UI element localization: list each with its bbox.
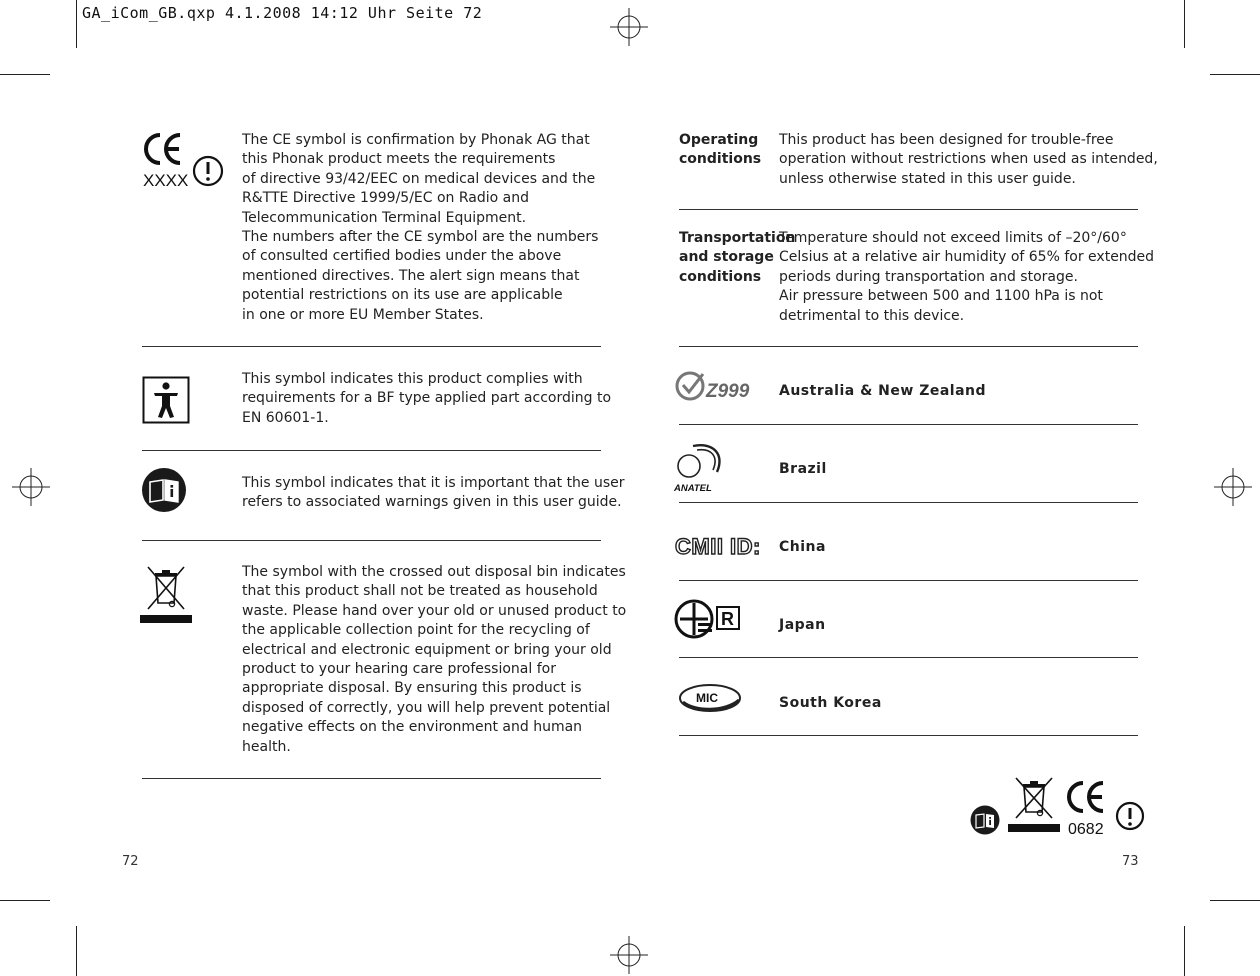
bf-description	[242, 370, 611, 428]
text-line: of consulted certified bodies under the above	[242, 248, 562, 265]
anatel-logo-text: ANATEL	[674, 483, 712, 494]
region-china: China	[779, 539, 826, 555]
crop-mark	[1210, 74, 1260, 75]
text-line: product to your hearing care professional for	[242, 661, 556, 678]
divider	[142, 450, 601, 451]
crop-mark	[76, 926, 77, 976]
divider	[679, 657, 1138, 658]
operating-label	[679, 131, 761, 170]
text-line: negative effects on the environment and human	[242, 719, 583, 736]
text-line: Telecommunication Terminal Equipment.	[242, 209, 527, 226]
region-south-korea: South Korea	[779, 695, 882, 711]
ce-number-bottom: 0682	[1068, 821, 1104, 838]
text-line: The symbol with the crossed out disposal bin indicates	[242, 564, 626, 580]
text-line: electrical and electronic equipment or bring your old	[242, 641, 612, 658]
page-number-left: 72	[122, 854, 139, 869]
crossed-bin-icon	[140, 563, 192, 625]
text-line: requirements for a BF type applied part according to	[242, 390, 612, 407]
transport-label	[679, 229, 795, 287]
text-line: health.	[242, 738, 291, 755]
registration-mark	[1214, 468, 1252, 506]
crossed-bin-small-icon	[1008, 774, 1060, 834]
text-line: EN 60601-1.	[242, 409, 329, 426]
text-line: appropriate disposal. By ensuring this product is	[242, 680, 582, 697]
crop-mark	[1184, 926, 1185, 976]
ce-description	[242, 131, 598, 325]
c-tick-logo-text: Z999	[706, 381, 750, 402]
text-line: the applicable collection point for the recycling of	[242, 622, 590, 639]
text-line: that this product shall not be treated as household	[242, 583, 598, 600]
crop-mark	[0, 900, 50, 901]
divider	[679, 580, 1138, 581]
divider	[679, 424, 1138, 425]
mic-logo-text: MIC	[696, 691, 718, 705]
bf-type-icon	[142, 376, 190, 424]
text-line: Air pressure between 500 and 1100 hPa is not	[779, 288, 1103, 305]
ce-mark-small-icon	[1064, 778, 1150, 838]
mic-logo	[677, 680, 745, 716]
divider	[142, 778, 601, 779]
text-line: periods during transportation and storage.	[779, 268, 1078, 285]
divider	[142, 346, 601, 347]
text-line: waste. Please hand over your old or unused product to	[242, 602, 627, 619]
divider	[679, 209, 1138, 210]
info-book-small-icon	[970, 805, 1000, 835]
text-line: detrimental to this device.	[779, 307, 965, 324]
info-description	[242, 474, 625, 513]
text-line: The CE symbol is confirmation by Phonak AG that	[242, 132, 590, 148]
label-line: conditions	[679, 268, 762, 285]
crop-mark	[1210, 900, 1260, 901]
text-line: unless otherwise stated in this user guide.	[779, 170, 1076, 187]
crop-mark	[1184, 0, 1185, 48]
divider	[679, 346, 1138, 347]
text-line: This symbol indicates that it is important that the user	[242, 475, 625, 491]
divider	[679, 502, 1138, 503]
registration-mark	[12, 468, 50, 506]
c-tick-logo	[675, 368, 763, 404]
registration-mark	[610, 936, 648, 974]
text-line: of directive 93/42/EEC on medical devices and the	[242, 170, 596, 187]
cmii-logo	[675, 532, 771, 560]
text-line: refers to associated warnings given in this user guide.	[242, 494, 622, 511]
info-book-icon	[141, 467, 187, 513]
text-line: mentioned directives. The alert sign means that	[242, 267, 580, 284]
text-line: R&TTE Directive 1999/5/EC on Radio and	[242, 190, 530, 207]
text-line: potential restrictions on its use are applicable	[242, 287, 563, 304]
page-number-right: 73	[1122, 854, 1139, 869]
cmii-logo-text: CMII ID:	[675, 534, 761, 559]
label-line: Operating	[679, 132, 759, 148]
text-line: This product has been designed for trouble-free	[779, 132, 1114, 148]
region-japan: Japan	[779, 617, 826, 633]
ce-number-label: XXXX	[143, 171, 189, 190]
text-line: operation without restrictions when used as intended,	[779, 151, 1158, 168]
text-line: Temperature should not exceed limits of –20°/60°	[779, 230, 1127, 246]
text-line: this Phonak product meets the requirements	[242, 151, 556, 168]
disposal-description	[242, 563, 626, 757]
region-brazil: Brazil	[779, 461, 827, 477]
divider	[679, 735, 1138, 736]
crop-mark	[76, 0, 77, 48]
crop-mark	[0, 74, 50, 75]
label-line: and storage	[679, 249, 774, 266]
ce-mark-icon	[140, 131, 230, 191]
text-line: in one or more EU Member States.	[242, 306, 484, 323]
telec-logo	[674, 597, 742, 641]
transport-description	[779, 229, 1154, 326]
operating-description	[779, 131, 1158, 189]
label-line: Transportation	[679, 230, 796, 246]
divider	[142, 540, 601, 541]
label-line: conditions	[679, 151, 762, 168]
text-line: This symbol indicates this product complies with	[242, 371, 583, 387]
registration-mark	[610, 8, 648, 46]
region-australia: Australia & New Zealand	[779, 383, 987, 399]
anatel-logo	[673, 440, 733, 494]
telec-logo-text: R	[721, 609, 734, 629]
text-line: The numbers after the CE symbol are the numbers	[242, 229, 599, 246]
print-header: GA_iCom_GB.qxp 4.1.2008 14:12 Uhr Seite 72	[82, 4, 483, 22]
text-line: Celsius at a relative air humidity of 65% for extended	[779, 249, 1155, 266]
text-line: disposed of correctly, you will help prevent potential	[242, 699, 611, 716]
